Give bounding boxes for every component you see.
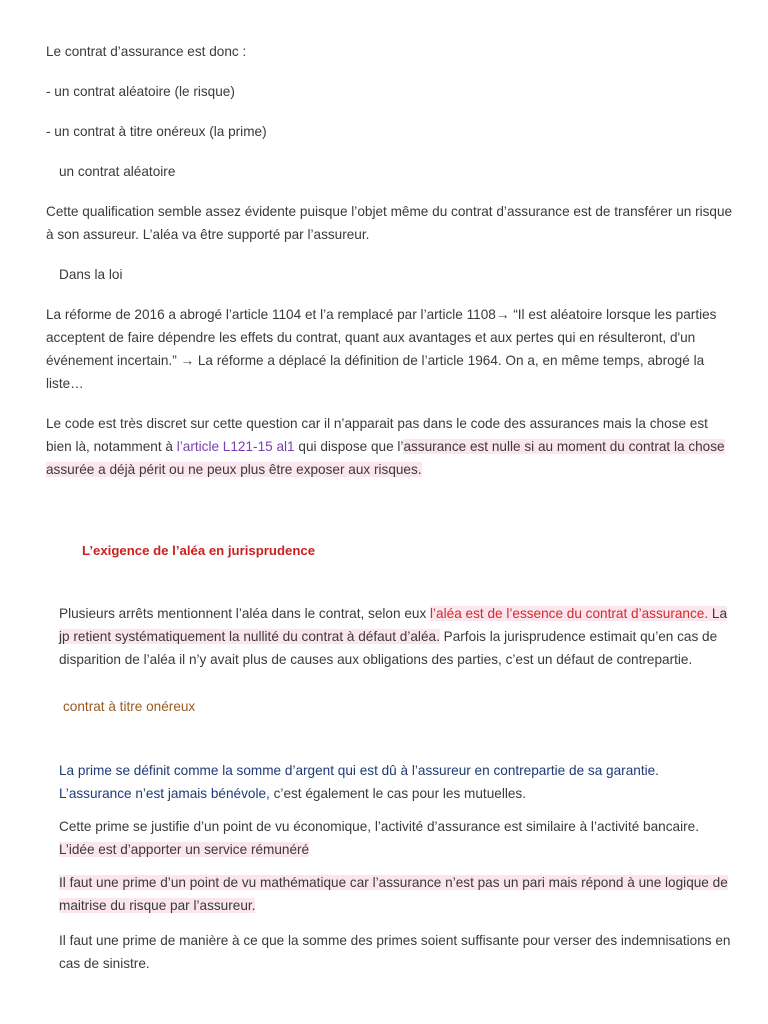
list-item-aleatoire: - un contrat aléatoire (le risque) [46,84,235,99]
paragraph-jurisprudence-text-c: Parfois la jurisprudence estimait qu’en cas de disparition de l’aléa il n’y avait plus de causes aux obligations des parties, c’est un défaut de contrepartie. [59,629,718,667]
paragraph-reforme: La réforme de 2016 a abrogé l’article 1104 et l’a remplacé par l’article 1108→ “Il est aléatoire lorsque les parties acceptent de faire dépendre les effets du contrat, quant aux avantages et aux pertes qui en résulteront, d'un événement incertain.” → La réforme a déplacé la définition de l’article 1964. On a, en même temps, abrogé la liste… [46,307,717,391]
paragraph-prime-economique [59,815,735,861]
highlight-service-remunere: L’idée est d’apporter un service rémunéré [59,842,310,857]
subheading-onereux [63,695,739,718]
subheading-onereux-text: contrat à titre onéreux [63,699,196,714]
paragraph-intro: Le contrat d’assurance est donc : [46,44,247,59]
paragraph-prime-definition [59,759,735,805]
paragraph-code-text-a: Le code est très discret sur cette question car il n’apparait pas dans le code des assurances mais la chose est bien là, notamment à [46,416,708,454]
highlight-nullite-jp: La jp retient systématiquement la nullité du contrat à défaut d’aléa. [59,606,728,644]
paragraph-code [46,412,736,481]
paragraph-qualification: Cette qualification semble assez évidente puisque l’objet même du contrat d’assurance est de transférer un risque à son assureur. L’aléa va être supporté par l’assureur. [46,204,733,242]
paragraph-prime-mathematique [59,871,735,917]
paragraph-code-text-b: qui dispose que l’ [294,439,404,454]
prime-economique-text-a: Cette prime se justifie d’un point de vu économique, l’activité d’assurance est similaire à l’activité bancaire. [59,819,699,834]
prime-definition-colored: La prime se définit comme la somme d’argent qui est dû à l’assureur en contrepartie de sa garantie. L’assurance n’est jamais bénévole, [59,763,659,801]
paragraph-jurisprudence-text-a: Plusieurs arrêts mentionnent l’aléa dans le contrat, selon eux [59,606,431,621]
paragraph-jurisprudence [59,602,735,671]
highlight-essence: l’aléa est de l’essence du contrat d’assurance. [430,606,709,621]
highlight-prime-mathematique: Il faut une prime d’un point de vu mathématique car l’assurance n’est pas un pari mais répond à une logique de maitrise du risque par l’assureur. [59,875,728,913]
highlight-nullite: assurance est nulle si au moment du contrat la chose assurée a déjà périt ou ne peux plus être exposer aux risques. [46,439,725,477]
list-item-onereux: - un contrat à titre onéreux (la prime) [46,124,267,139]
article-link[interactable]: l’article L121-15 al1 [176,439,295,454]
section-heading-jurisprudence: L’exigence de l’aléa en jurisprudence [82,543,316,558]
paragraph-prime-indemnisation: Il faut une prime de manière à ce que la somme des primes soient suffisante pour verser des indemnisations en cas de sinistre. [59,933,731,971]
prime-definition-text-b: c’est également le cas pour les mutuelles. [269,786,526,801]
subheading-loi: Dans la loi [59,267,123,282]
subheading-aleatoire: un contrat aléatoire [59,164,176,179]
